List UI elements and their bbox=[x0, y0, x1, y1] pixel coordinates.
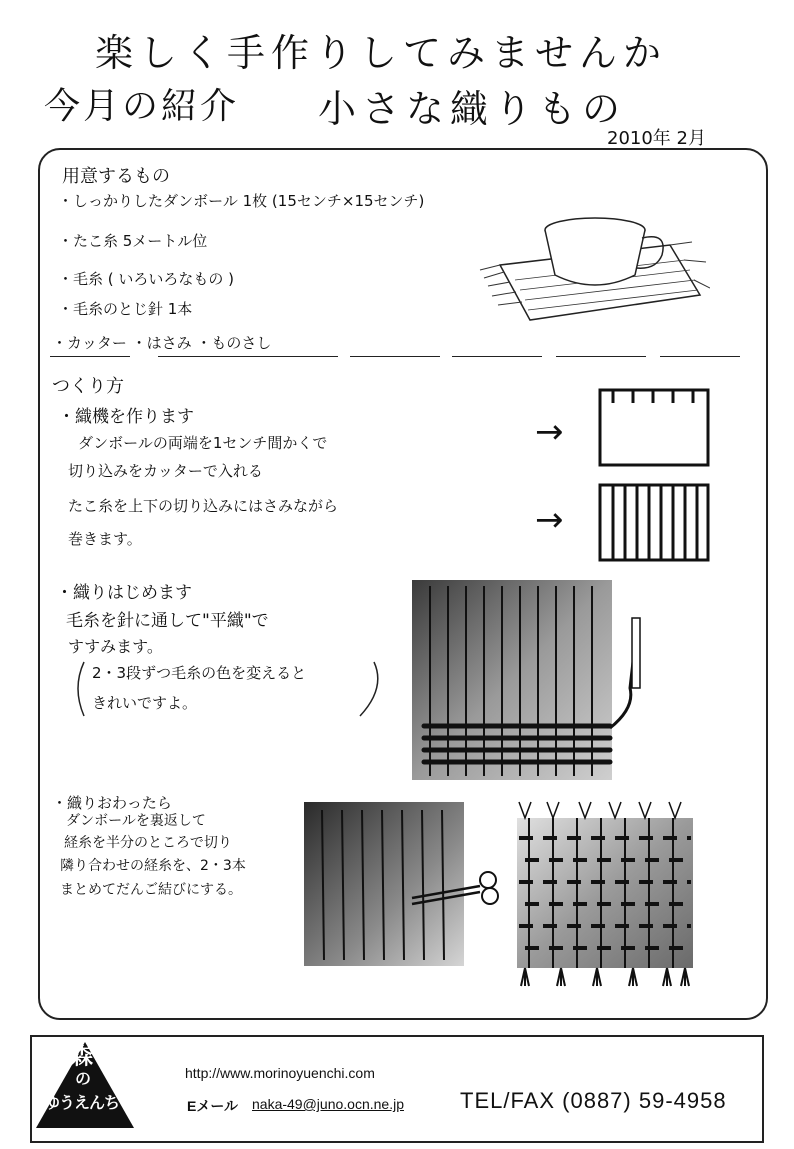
step1-heading: ・織機を作ります bbox=[58, 407, 194, 427]
materials-item-needle: ・毛糸のとじ針 1本 bbox=[58, 300, 193, 318]
email-label: Eメール bbox=[187, 1098, 239, 1114]
step2-note-line: 2・3段ずつ毛糸の色を変えると bbox=[92, 664, 307, 682]
finished-weave-photo bbox=[505, 798, 705, 998]
divider bbox=[50, 356, 130, 357]
cup-on-coaster-illustration bbox=[470, 200, 710, 330]
issue-date: 2010年 2月 bbox=[607, 128, 706, 149]
cutting-warp-photo bbox=[302, 800, 502, 968]
materials-item-kite-string: ・たこ糸 5メートル位 bbox=[58, 232, 208, 250]
step1-line: ダンボールの両端を1センチ間かくで bbox=[78, 434, 328, 452]
logo-text-no: の bbox=[75, 1069, 92, 1088]
divider bbox=[350, 356, 440, 357]
method-heading: つくり方 bbox=[52, 376, 124, 397]
email-address[interactable]: naka-49@juno.ocn.ne.jp bbox=[252, 1096, 404, 1112]
step2-note-line: きれいですよ。 bbox=[92, 694, 198, 712]
arrow-right-icon: → bbox=[535, 412, 564, 452]
page-title: 楽しく手作りしてみませんか bbox=[95, 31, 668, 75]
step1-line: たこ糸を上下の切り込みにはさみながら bbox=[68, 497, 339, 515]
tel-fax: TEL/FAX (0887) 59-4958 bbox=[460, 1088, 727, 1113]
arrow-right-icon: → bbox=[535, 500, 564, 540]
step3-line: まとめてだんご結びにする。 bbox=[60, 882, 242, 898]
divider bbox=[660, 356, 740, 357]
step3-line: ダンボールを裏返して bbox=[66, 813, 206, 829]
page-subtitle: 小さな織りもの bbox=[318, 87, 627, 131]
step3-heading: ・織りおわったら bbox=[52, 794, 172, 812]
divider bbox=[158, 356, 338, 357]
step2-line: すすみます。 bbox=[68, 637, 163, 656]
materials-item-yarn: ・毛糸 ( いろいろなもの ) bbox=[58, 270, 235, 288]
materials-item-tools: ・カッター ・はさみ ・ものさし bbox=[52, 334, 272, 352]
step2-line: 毛糸を針に通して"平織"で bbox=[66, 611, 269, 631]
divider bbox=[452, 356, 542, 357]
step1-line: 巻きます。 bbox=[68, 530, 142, 548]
weaving-in-progress-photo bbox=[410, 578, 650, 783]
month-intro-label: 今月の紹介 bbox=[44, 86, 240, 127]
step3-line: 経糸を半分のところで切り bbox=[64, 835, 232, 851]
step2-heading: ・織りはじめます bbox=[56, 583, 192, 603]
divider bbox=[556, 356, 646, 357]
cardboard-notches-diagram bbox=[595, 385, 715, 470]
website-url[interactable]: http://www.morinoyuenchi.com bbox=[185, 1065, 375, 1081]
step3-line: 隣り合わせの経糸を、2・3本 bbox=[60, 858, 246, 874]
materials-item-cardboard: ・しっかりしたダンボール 1枚 (15センチ×15センチ) bbox=[58, 192, 425, 210]
strung-loom-diagram bbox=[595, 480, 715, 565]
step1-line: 切り込みをカッターで入れる bbox=[68, 462, 263, 480]
logo-text-yuenchi: ゆうえんち bbox=[44, 1093, 120, 1112]
materials-heading: 用意するもの bbox=[62, 166, 170, 187]
logo-text-mori: 森 bbox=[71, 1045, 94, 1070]
